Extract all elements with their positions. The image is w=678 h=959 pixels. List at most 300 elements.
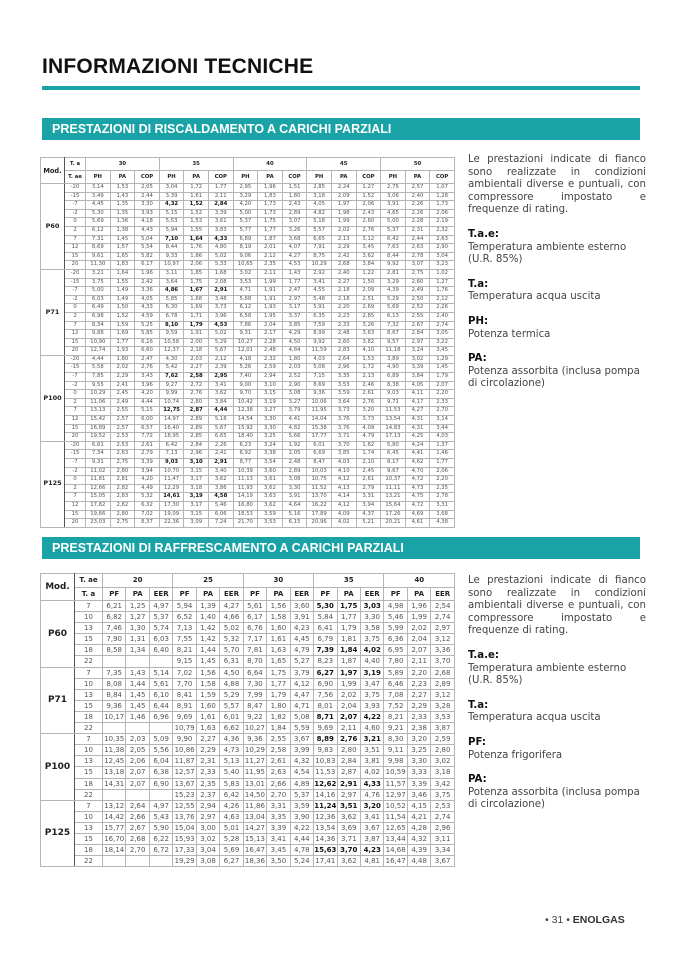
table-cell: 9,03 (159, 459, 184, 468)
table-cell: 18,14 (104, 846, 125, 855)
table-cell: 9,33 (159, 252, 184, 261)
row-temperature: 0 (65, 390, 86, 399)
table-cell: 12,45 (104, 757, 125, 766)
table-row (41, 330, 455, 339)
table-cell: 8,44 (381, 252, 406, 261)
row-temperature: 20 (65, 347, 86, 356)
table-cell: 4,50 (220, 667, 243, 678)
table-cell: 1,92 (282, 441, 307, 450)
table-cell: 1,85 (184, 269, 209, 278)
table-cell: 1,65 (110, 252, 135, 261)
table-cell: 3,10 (184, 459, 209, 468)
table-cell: 2,11 (258, 269, 283, 278)
table-cell: 4,12 (290, 678, 313, 689)
table-cell: 17,30 (159, 501, 184, 510)
table-cell: 6,42 (159, 441, 184, 450)
table-cell: 4,28 (407, 822, 430, 833)
table-cell: 1,49 (110, 295, 135, 304)
table-cell: 2,78 (430, 493, 455, 502)
row-temperature: -2 (65, 467, 86, 476)
heating-section-header: PRESTAZIONI DI RISCALDAMENTO A CARICHI PARZIALI (42, 118, 640, 140)
row-temperature: -2 (65, 381, 86, 390)
table-cell: 2,12 (430, 295, 455, 304)
table-cell: 15,05 (86, 493, 111, 502)
table-cell: 7,34 (86, 450, 111, 459)
table-cell: 2,68 (126, 833, 149, 844)
table-cell: 6,90 (314, 678, 337, 689)
table-cell: 1,67 (184, 287, 209, 296)
table-cell: 8,58 (103, 645, 126, 656)
table-cell: 9,99 (159, 390, 184, 399)
table-cell: 3,53 (258, 519, 283, 528)
table-cell: 14,36 (315, 834, 336, 843)
table-cell: 1,73 (258, 209, 283, 218)
table-cell: 1,99 (407, 612, 430, 623)
table-cell: 3,31 (356, 493, 381, 502)
table-cell: 2,19 (430, 218, 455, 227)
row-temperature: -20 (65, 355, 86, 364)
table-cell: 22,36 (159, 519, 184, 528)
definition-text: Potenza termica (468, 328, 551, 340)
table-cell: 1,53 (356, 355, 381, 364)
table-cell: 2,27 (407, 689, 430, 700)
table-cell: 2,35 (430, 484, 455, 493)
table-cell: 1,52 (110, 312, 135, 321)
table-cell: 13,44 (385, 834, 406, 843)
table-cell: 1,43 (126, 667, 149, 678)
table-cell: 10,58 (159, 338, 184, 347)
table-cell: 3,83 (208, 226, 233, 235)
table-cell: 7,81 (243, 645, 266, 656)
definition-term: PF: (468, 736, 486, 748)
table-cell: 11,81 (86, 476, 111, 485)
table-cell: 2,68 (431, 667, 455, 678)
table-cell: 1,79 (267, 689, 290, 700)
table-cell: 8,77 (233, 459, 258, 468)
table-cell: 15,92 (233, 424, 258, 433)
table-cell: 4,20 (135, 476, 160, 485)
table-cell: 9,92 (381, 261, 406, 270)
table-cell: 2,52 (282, 373, 307, 382)
table-cell: 1,81 (337, 634, 360, 645)
table-cell: 3,27 (258, 407, 283, 416)
table-row (41, 390, 455, 399)
table-cell: 3,48 (208, 295, 233, 304)
row-temperature: 7 (65, 407, 86, 416)
table-cell: 4,54 (290, 767, 313, 778)
table-cell: 9,92 (307, 338, 332, 347)
table-cell: 2,26 (208, 441, 233, 450)
table-cell: 2,63 (110, 450, 135, 459)
table-cell: 5,14 (149, 667, 172, 678)
table-cell: 3,26 (356, 321, 381, 330)
table-cell: 4,72 (405, 501, 430, 510)
table-cell: 2,95 (208, 373, 233, 382)
table-cell: 10,59 (385, 768, 406, 777)
table-cell: 17,26 (381, 510, 406, 519)
table-cell: 3,29 (381, 278, 406, 287)
table-cell: 10,27 (244, 724, 265, 733)
table-cell: 6,98 (86, 312, 111, 321)
table-cell: 5,37 (149, 612, 172, 623)
table-cell: 2,18 (184, 347, 209, 356)
table-cell: 1,99 (331, 218, 356, 227)
table-cell: 5,09 (149, 734, 172, 745)
table-cell: 16,70 (104, 834, 125, 843)
table-cell: 3,19 (184, 493, 209, 502)
table-row (41, 304, 455, 313)
table-cell: 1,45 (126, 700, 149, 711)
table-cell: 1,30 (126, 623, 149, 634)
table-cell: 3,84 (356, 261, 381, 270)
row-temperature: 18 (75, 711, 103, 722)
table-cell: 2,89 (282, 209, 307, 218)
table-cell: 2,29 (110, 373, 135, 382)
table-row (41, 416, 455, 425)
table-cell: 2,52 (405, 304, 430, 313)
table-row (41, 381, 455, 390)
table-cell: 3,07 (282, 218, 307, 227)
table-cell: 3,33 (407, 767, 430, 778)
table-row (41, 244, 455, 253)
row-temperature: 22 (75, 723, 103, 734)
table-cell: 12,36 (315, 812, 336, 821)
table-cell: 7,13 (159, 450, 184, 459)
table-cell: 4,76 (360, 789, 383, 800)
model-name: P60 (41, 601, 75, 668)
table-cell: 9,57 (381, 338, 406, 347)
table-cell: 3,50 (267, 856, 290, 867)
table-cell: 5,42 (159, 364, 184, 373)
table-cell: 2,94 (196, 800, 219, 811)
table-cell: 4,32 (290, 756, 313, 767)
table-cell: 1,97 (337, 667, 360, 678)
table-cell: 3,35 (331, 373, 356, 382)
table-cell: 12,37 (159, 347, 184, 356)
table-cell: 1,83 (258, 192, 283, 201)
table-cell: 4,02 (360, 645, 383, 656)
model-name: P71 (41, 269, 65, 355)
table-cell: 4,32 (159, 201, 184, 210)
table-cell: 3,06 (381, 192, 406, 201)
column-header: PF (384, 587, 407, 601)
table-cell: 3,54 (258, 459, 283, 468)
table-cell: 3,60 (290, 601, 313, 612)
table-cell: 10,52 (385, 801, 406, 810)
table-cell: 2,90 (430, 244, 455, 253)
table-cell: 1,77 (430, 459, 455, 468)
table-cell: 2,59 (258, 364, 283, 373)
table-cell: 5,37 (381, 226, 406, 235)
definition (468, 316, 646, 341)
table-cell: 3,15 (258, 390, 283, 399)
table-cell: 2,29 (331, 244, 356, 253)
table-cell: 1,35 (110, 201, 135, 210)
table-row (41, 645, 455, 656)
table-cell: 2,27 (331, 278, 356, 287)
table-cell: 1,63 (196, 723, 219, 734)
table-cell: 3,63 (356, 330, 381, 339)
table-cell: 1,44 (196, 645, 219, 656)
table-cell: 15,42 (86, 416, 111, 425)
model-name: P71 (41, 667, 75, 734)
table-cell: 3,61 (208, 218, 233, 227)
table-cell: 6,46 (384, 678, 407, 689)
definition (468, 737, 646, 762)
table-cell: 17,13 (381, 433, 406, 442)
table-cell: 4,18 (135, 218, 160, 227)
table-cell: 1,96 (407, 601, 430, 612)
table-cell: 2,38 (407, 723, 430, 734)
table-cell: 2,75 (381, 184, 406, 193)
column-header: PH (233, 171, 258, 184)
table-cell: 4,21 (407, 811, 430, 822)
table-cell: 4,27 (405, 407, 430, 416)
table-cell: 2,00 (184, 338, 209, 347)
table-cell: 1,53 (184, 218, 209, 227)
table-cell: 1,42 (196, 634, 219, 645)
table-cell: 2,23 (331, 312, 356, 321)
table-cell: 6,62 (220, 723, 243, 734)
table-cell: 3,73 (331, 407, 356, 416)
row-temperature: 7 (75, 734, 103, 745)
temperature-header-2: T. ae (65, 171, 86, 184)
table-cell: 13,12 (104, 801, 125, 810)
table-cell: 1,35 (110, 209, 135, 218)
table-cell: 12,55 (174, 801, 195, 810)
table-cell: 7,99 (243, 689, 266, 700)
table-cell: 3,62 (208, 476, 233, 485)
table-cell: 3,62 (208, 390, 233, 399)
table-cell: 10,37 (381, 476, 406, 485)
table-cell: 1,44 (126, 678, 149, 689)
table-cell: 1,99 (337, 678, 360, 689)
table-cell: 5,16 (282, 510, 307, 519)
row-temperature: 18 (75, 645, 103, 656)
table-cell: 3,17 (184, 476, 209, 485)
table-cell: 14,97 (159, 416, 184, 425)
table-cell: 8,47 (307, 459, 332, 468)
table-cell: 4,58 (208, 493, 233, 502)
definition-term: PH: (468, 315, 489, 327)
table-cell: 10,35 (104, 735, 125, 744)
table-cell: 5,00 (381, 218, 406, 227)
table-cell: 2,95 (233, 184, 258, 193)
table-cell: 3,36 (135, 287, 160, 296)
table-cell: 3,11 (159, 269, 184, 278)
table-cell: 3,04 (430, 252, 455, 261)
table-cell: 13,01 (244, 779, 265, 788)
table-cell: 3,04 (159, 184, 184, 193)
table-cell: 3,70 (431, 656, 455, 667)
table-cell: 7,56 (314, 689, 337, 700)
table-row (41, 510, 455, 519)
table-cell: 2,43 (282, 201, 307, 210)
table-cell: 3,45 (267, 845, 290, 856)
table-cell: 2,89 (431, 678, 455, 689)
table-cell: 3,36 (431, 645, 455, 656)
table-cell: 2,76 (135, 364, 160, 373)
table-cell: 18,95 (159, 433, 184, 442)
table-cell: 2,33 (196, 767, 219, 778)
table-cell: 16,89 (86, 424, 111, 433)
table-cell: 3,71 (337, 833, 360, 844)
table-cell: 4,05 (307, 201, 332, 210)
table-cell: 1,98 (331, 209, 356, 218)
table-cell: 5,18 (307, 218, 332, 227)
definition (468, 700, 646, 725)
table-cell: 9,22 (243, 711, 266, 722)
table-cell: 3,20 (360, 800, 383, 811)
table-row (41, 767, 455, 778)
table-cell: 3,09 (184, 519, 209, 528)
table-cell: 9,83 (314, 745, 337, 756)
table-cell: 2,67 (405, 321, 430, 330)
column-header: PA (337, 587, 360, 601)
table-cell: 1,02 (430, 269, 455, 278)
table-cell: 3,18 (431, 767, 455, 778)
page-title: INFORMAZIONI TECNICHE (42, 55, 314, 78)
table-cell: 2,39 (208, 364, 233, 373)
table-cell: 1,82 (267, 711, 290, 722)
table-cell: 2,55 (267, 734, 290, 745)
row-temperature: 12 (65, 501, 86, 510)
table-cell: 4,20 (135, 390, 160, 399)
table-cell: 6,89 (381, 373, 406, 382)
table-row (41, 501, 455, 510)
table-cell: 2,43 (356, 209, 381, 218)
table-cell: 1,84 (267, 723, 290, 734)
table-cell: 2,06 (430, 467, 455, 476)
table-cell: 2,68 (331, 261, 356, 270)
table-cell: 3,31 (430, 501, 455, 510)
table-cell: 7,31 (86, 235, 111, 244)
table-cell: 18,40 (233, 433, 258, 442)
table-cell: 11,95 (244, 768, 265, 777)
table-cell: 4,39 (381, 287, 406, 296)
table-cell: 2,69 (356, 304, 381, 313)
table-cell: 4,33 (135, 304, 160, 313)
table-cell: 1,83 (110, 261, 135, 270)
table-cell: 8,10 (159, 321, 184, 330)
table-cell: 15,93 (174, 834, 195, 843)
table-cell: 7,15 (307, 373, 332, 382)
table-cell: 3,49 (86, 192, 111, 201)
table-cell: 1,43 (110, 192, 135, 201)
table-cell: 4,32 (407, 833, 430, 844)
table-cell: 3,12 (431, 689, 455, 700)
table-cell: 2,49 (110, 398, 135, 407)
table-row (41, 493, 455, 502)
table-cell: 15,77 (104, 823, 125, 832)
row-temperature: 22 (75, 656, 103, 667)
table-cell: 7,70 (173, 678, 196, 689)
table-cell: 13,13 (86, 407, 111, 416)
table-cell: 8,21 (173, 645, 196, 656)
column-header: EER (360, 587, 383, 601)
table-cell: 1,96 (135, 269, 160, 278)
table-cell: 11,02 (86, 467, 111, 476)
header-row-groups (41, 158, 455, 171)
table-cell (126, 656, 149, 667)
model-name: P100 (41, 355, 65, 441)
table-cell: 1,80 (110, 355, 135, 364)
table-cell: 2,97 (282, 295, 307, 304)
table-cell: 1,61 (267, 634, 290, 645)
table-cell: 2,03 (282, 364, 307, 373)
table-cell: 2,81 (381, 269, 406, 278)
table-cell: 4,88 (220, 678, 243, 689)
table-cell: 2,05 (126, 745, 149, 756)
table-cell: 3,93 (360, 700, 383, 711)
table-row (41, 612, 455, 623)
table-row (41, 252, 455, 261)
table-cell: 11,53 (315, 768, 336, 777)
table-cell: 4,18 (233, 355, 258, 364)
header-row-groups (41, 574, 455, 588)
table-cell: 1,64 (110, 269, 135, 278)
table-cell: 4,31 (405, 416, 430, 425)
column-header: PA (267, 587, 290, 601)
table-cell: 2,97 (337, 789, 360, 800)
table-cell: 5,00 (86, 287, 111, 296)
table-cell: 5,43 (149, 811, 172, 822)
table-cell: 3,11 (431, 833, 455, 844)
row-temperature: 13 (75, 822, 103, 833)
table-cell (126, 856, 149, 867)
table-cell: 5,32 (135, 493, 160, 502)
table-cell: 2,97 (431, 623, 455, 634)
table-cell: 5,02 (220, 623, 243, 634)
table-cell: 6,16 (135, 338, 160, 347)
title-divider (42, 86, 640, 90)
table-cell: 2,66 (126, 811, 149, 822)
table-cell: 3,86 (208, 484, 233, 493)
table-cell: 1,96 (258, 184, 283, 193)
table-cell: 3,67 (431, 856, 455, 867)
table-cell: 3,61 (258, 476, 283, 485)
table-cell: 2,47 (135, 355, 160, 364)
table-row (41, 373, 455, 382)
column-header: PF (243, 587, 266, 601)
table-cell: 8,44 (159, 244, 184, 253)
table-cell: 4,44 (290, 833, 313, 844)
table-cell: 5,54 (135, 244, 160, 253)
table-cell: 1,91 (184, 330, 209, 339)
table-cell: 2,79 (356, 484, 381, 493)
table-cell: 2,67 (126, 822, 149, 833)
table-cell: 4,43 (135, 226, 160, 235)
table-cell: 1,25 (126, 601, 149, 612)
table-cell: 4,44 (208, 407, 233, 416)
table-cell: 2,03 (184, 355, 209, 364)
table-cell: 6,65 (208, 433, 233, 442)
table-cell: 4,02 (331, 519, 356, 528)
table-cell: 3,51 (360, 745, 383, 756)
table-row (41, 845, 455, 856)
column-header: PA (405, 171, 430, 184)
table-cell: 12,74 (86, 347, 111, 356)
table-cell: 13,76 (174, 812, 195, 821)
row-temperature: 0 (65, 476, 86, 485)
table-cell (149, 856, 172, 867)
table-cell: 4,12 (331, 501, 356, 510)
table-cell: 15,64 (381, 501, 406, 510)
table-cell: 2,44 (135, 192, 160, 201)
table-cell: 11,59 (307, 347, 332, 356)
table-cell: 4,41 (282, 416, 307, 425)
table-cell: 5,66 (282, 433, 307, 442)
